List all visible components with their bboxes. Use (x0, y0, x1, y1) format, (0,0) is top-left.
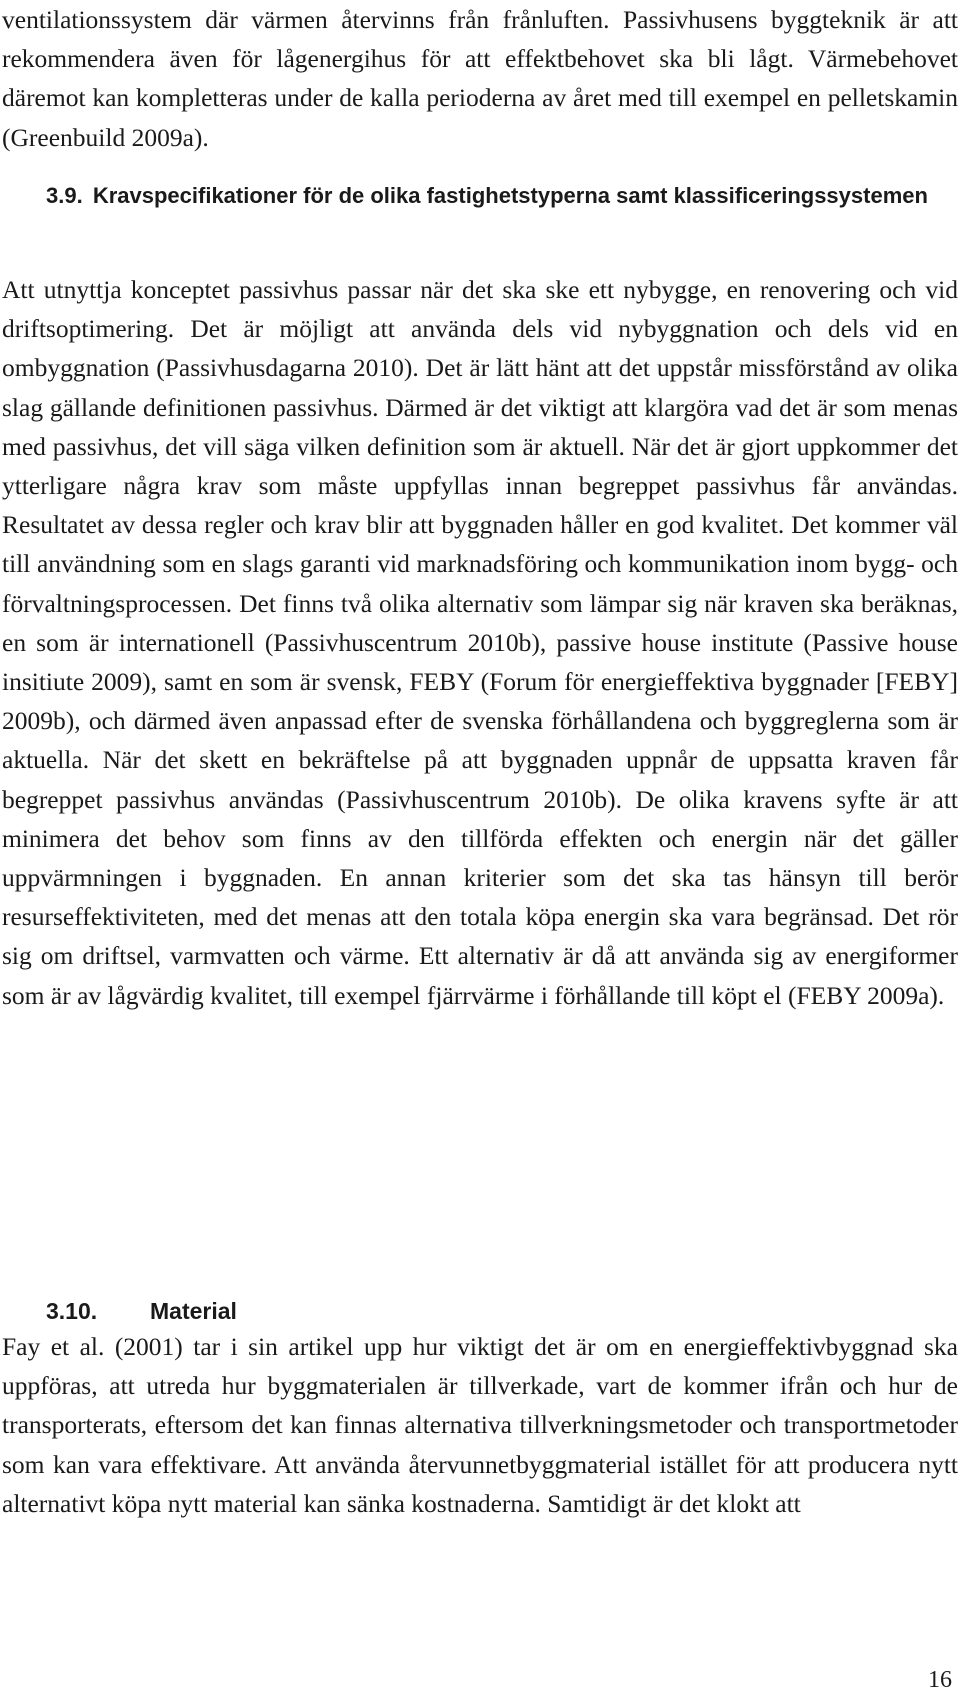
paragraph-intro: ventilationssystem där värmen återvinns från frånluften. Passivhusens byggteknik är att rekommendera även för lågenergihus för att effektbehovet ska bli lågt. Värmebehovet däremot kan kompletteras under de kalla perioderna av året med till exempel en pelletskamin (Greenbuild 2009a). (2, 5, 958, 152)
section-title: Material (150, 1298, 237, 1324)
section-number: 3.10. (46, 1298, 98, 1324)
section-number: 3.9. (46, 183, 83, 208)
paragraph-section-3-9: Att utnyttja konceptet passivhus passar när det ska ske ett nybygge, en renovering och vid driftsoptimering. Det är möjligt att använda dels vid nybyggnation och dels vid en ombyggnation (Passivhusdagarna 2010). Det är lätt hänt att det uppstår missförstånd av olika slag gällande definitionen passivhus. Därmed är det viktigt att klargöra vad det är som menas med passivhus, det vill säga vilken definition som är aktuell. När det är gjort uppkommer det ytterligare några krav som måste uppfyllas innan begreppet passivhus får användas. Resultatet av dessa regler och krav blir att byggnaden håller en god kvalitet. Det kommer väl till användning som en slags garanti vid marknadsföring och kommunikation inom bygg- och förvaltningsprocessen. Det finns två olika alternativ som lämpar sig när kraven ska beräknas, en som är internationell (Passivhuscentrum 2010b), passive house institute (Passive house insitiute 2009), samt en som är svensk, FEBY (Forum för energieffektiva byggnader [FEBY] 2009b), och därmed även anpassad efter de svenska förhållandena och byggreglerna som är aktuella. När det skett en bekräftelse på att byggnaden uppnår de uppsatta kraven får begreppet passivhus användas (Passivhuscentrum 2010b). De olika kravens syfte är att minimera det behov som finns av den tillförda effekten och energin när det gäller uppvärmningen i byggnaden. En annan kriterier som det ska tas hänsyn till berör resurseffektiviteten, med det menas att den totala köpa energin ska vara begränsad. Det rör sig om driftsel, varmvatten och värme. Ett alternativ är då att använda sig av energiformer som är av lågvärdig kvalitet, till exempel fjärrvärme i förhållande till köpt el (FEBY 2009a). (2, 275, 958, 1010)
section-heading-3-10 (46, 1295, 646, 1327)
section-title: Kravspecifikationer för de olika fastighetstyperna samt klassificeringssystemen (92, 183, 928, 208)
page-number: 16 (928, 1667, 952, 1693)
paragraph-section-3-10: Fay et al. (2001) tar i sin artikel upp hur viktigt det är om en energieffektivbyggnad ska uppföras, att utreda hur byggmaterialen är tillverkade, vart de kommer ifrån och hur de transporterats, eftersom det kan finnas alternativa tillverkningsmetoder och transportmetoder som kan vara effektivare. Att använda återvunnetbyggmaterial istället för att producera nytt alternativt köpa nytt material kan sänka kostnaderna. Samtidigt är det klokt att (2, 1332, 958, 1518)
section-heading-3-9 (46, 180, 946, 211)
